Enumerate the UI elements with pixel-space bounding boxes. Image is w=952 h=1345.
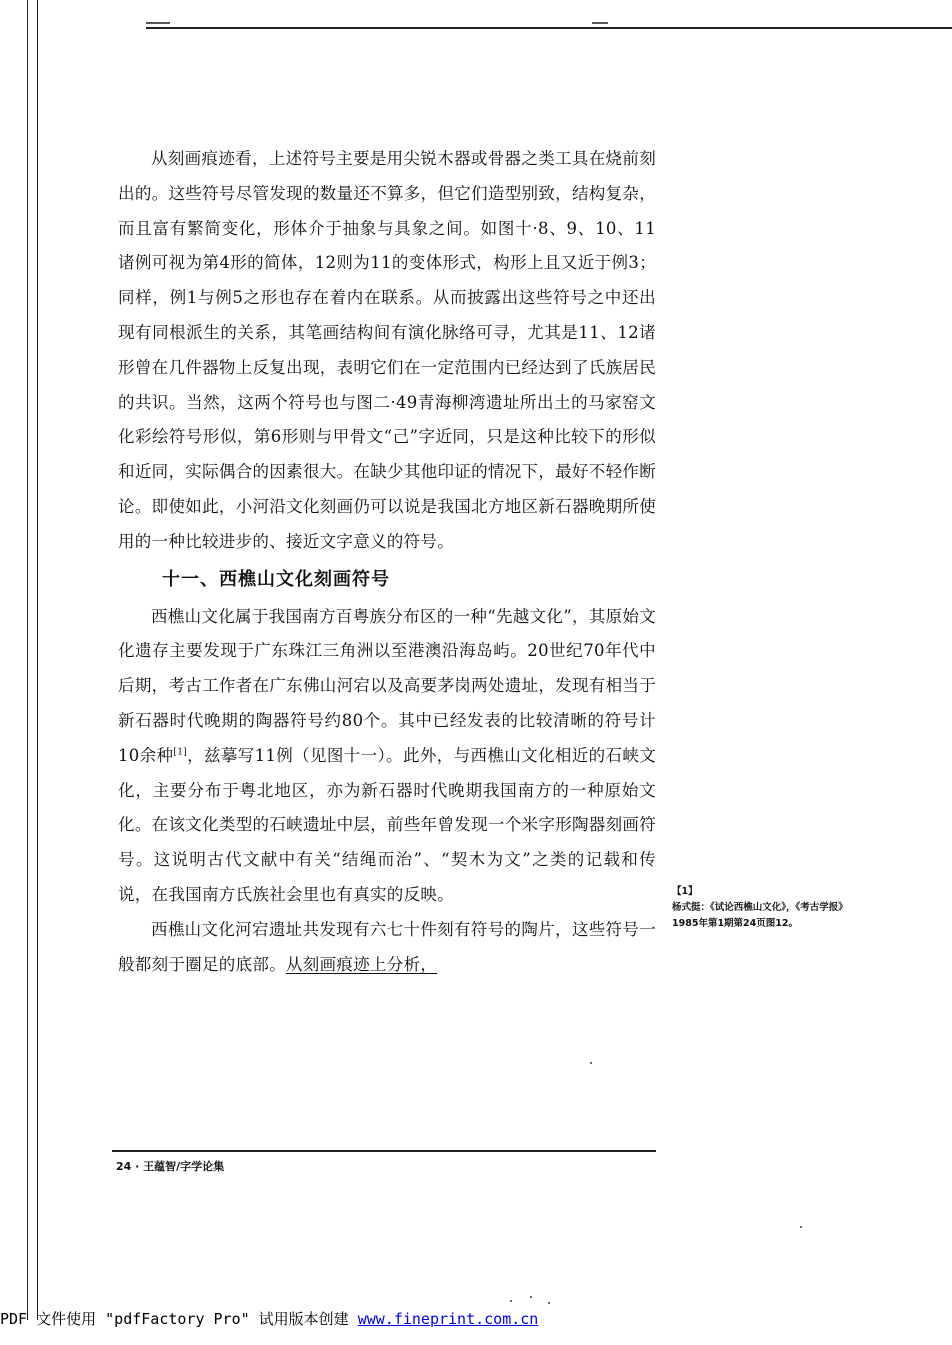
paragraph-1: 从刻画痕迹看，上述符号主要是用尖锐木器或骨器之类工具在烧前刻出的。这些符号尽管发现的数量还不算多，但它们造型别致，结构复杂，而且富有繁简变化，形体介于抽象与具象之间。如图十·8、9、10、11诸例可视为第4形的简体，12则为11的变体形式，构形上且又近于例3；同样，例1与例5之形也存在着内在联系。从而披露出这些符号之中还出现有同根派生的关系，其笔画结构间有演化脉络可寻，尤其是11、12诸形曾在几件器物上反复出现，表明它们在一定范围内已经达到了氏族居民的共识。当然，这两个符号也与图二·49青海柳湾遗址所出土的马家窑文化彩绘符号形似，第6形则与甲骨文“己”字近同，只是这种比较下的形似和近同，实际偶合的因素很大。在缺少其他印证的情况下，最好不轻作断论。即使如此，小河沿文化刻画仍可以说是我国北方地区新石器晚期所使用的一种比较进步的、接近文字意义的符号。 [118,149,656,551]
page-folio: 24 · 王蕴智/字学论集 [116,1160,225,1173]
top-rule [146,27,952,29]
left-margin-line-inner [37,0,38,1320]
pdf-watermark [0,1308,538,1329]
page-body [118,142,656,982]
paragraph-3-text: 西樵山文化河宕遗址共发现有六七十件刻有符号的陶片，这些符号一般都刻于圈足的底部。 [118,919,656,974]
top-scan-mark [146,22,170,24]
scan-speck [548,1302,550,1304]
paragraph-3 [118,913,656,983]
footer-rule [112,1150,656,1152]
paragraph-2-text-b: ，兹摹写11例（见图十一）。此外，与西樵山文化相近的石峡文化，主要分布于粤北地区，亦为新石器时代晚期我国南方的一种原始文化。在该文化类型的石峡遗址中层，前些年曾发现一个米字形陶器刻画符号。这说明古代文献中有关“结绳而治”、“契木为文”之类的记载和传说，在我国南方氏族社会里也有真实的反映。 [118,745,656,904]
scan-speck [800,1226,802,1228]
paragraph-3-underlined-text: 从刻画痕迹上分析， [286,954,438,974]
footnote [672,884,872,932]
scan-speck [590,1062,592,1064]
footnote-text: 杨式挺：《试论西樵山文化》，《考古学报》1985年第1期第24页图12。 [672,902,848,929]
paragraph-2 [118,600,656,913]
footnote-label: 【1】 [672,886,698,897]
scan-speck [530,1296,532,1298]
left-margin-line-outer [27,0,28,1320]
paragraph-2-text-a: 西樵山文化属于我国南方百粤族分布区的一种“先越文化”，其原始文化遗存主要发现于广东珠江三角洲以至港澳沿海岛屿。20世纪70年代中后期，考古工作者在广东佛山河宕以及高要茅岗两处遗址，发现有相当于新石器时代晚期的陶器符号约80个。其中已经发表的比较清晰的符号计10余种 [118,606,656,765]
watermark-text: PDF 文件使用 "pdfFactory Pro" 试用版本创建 [0,1310,358,1328]
footnote-reference: [1] [173,747,188,758]
top-scan-mark [592,22,608,24]
scan-speck [510,1300,512,1302]
watermark-link[interactable]: www.fineprint.com.cn [357,1310,539,1328]
section-heading: 十一、西樵山文化刻画符号 [162,568,390,590]
